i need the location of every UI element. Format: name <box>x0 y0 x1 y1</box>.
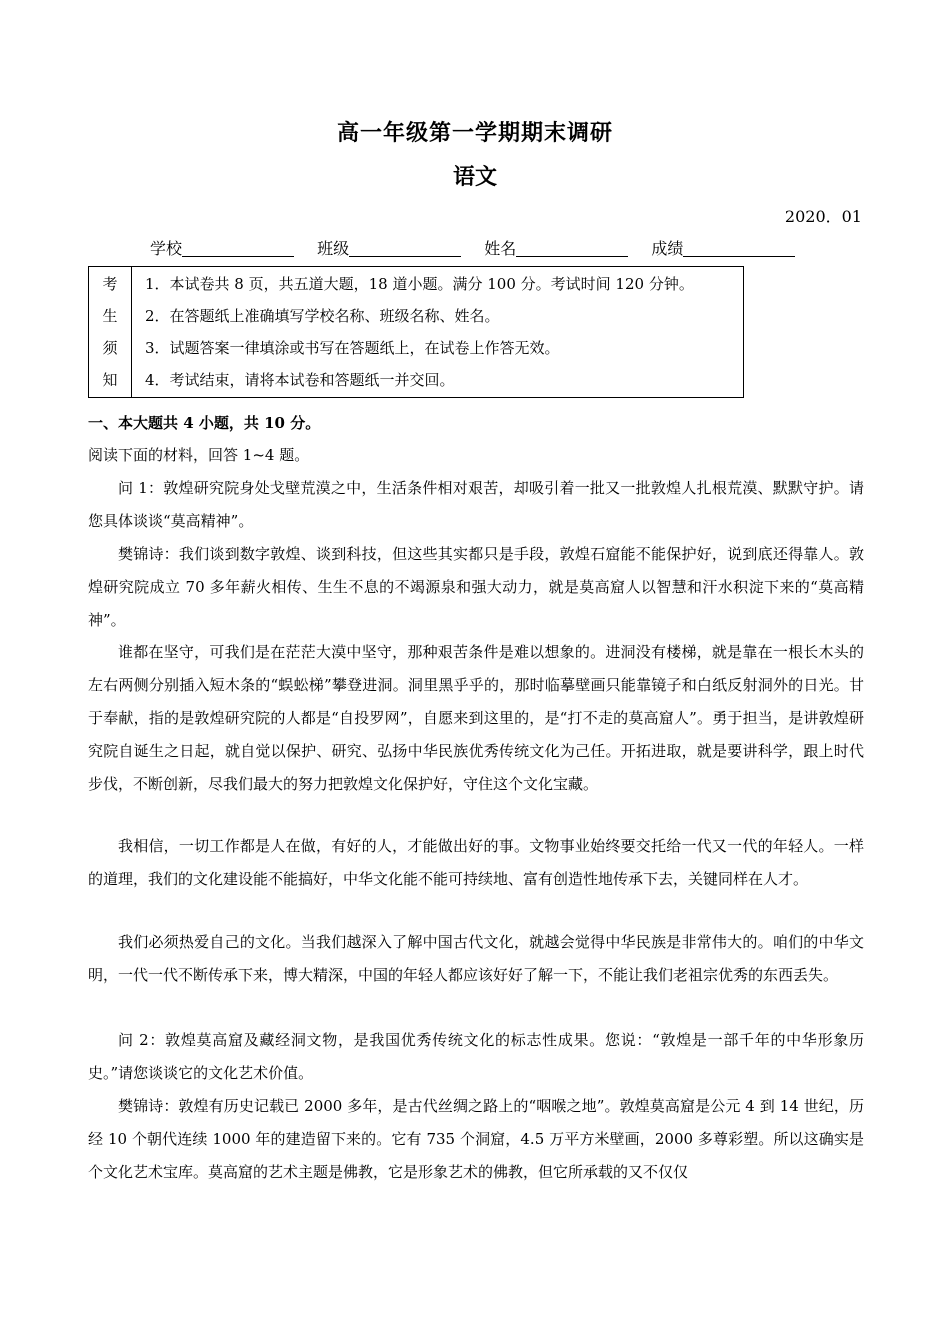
school-label: 学校 <box>150 239 183 258</box>
notice-item: 2．在答题纸上准确填写学校名称、班级名称、姓名。 <box>145 307 500 325</box>
class-field[interactable] <box>317 236 461 259</box>
passage-paragraph: 樊锦诗：我们谈到数字敦煌、谈到科技，但这些其实都只是手段，敦煌石窟能不能保护好，说到底还得靠人。敦煌研究院成立 70 多年薪火相传、生生不息的不竭源泉和强大动力，就是莫高窟人以智慧和汗水积淀下来的“莫高精神”。 <box>88 545 864 629</box>
passage-paragraph: 谁都在坚守，可我们是在茫茫大漠中坚守，那种艰苦条件是难以想象的。进洞没有楼梯，就是靠在一根长木头的左右两侧分别插入短木条的“蜈蚣梯”攀登进洞。洞里黑乎乎的，那时临摹壁画只能靠镜子和白纸反射洞外的日光。甘于奉献，指的是敦煌研究院的人都是“自投罗网”，自愿来到这里的，是“打不走的莫高窟人”。勇于担当，是讲敦煌研究院自诞生之日起，就自觉以保护、研究、弘扬中华民族优秀传统文化为己任。开拓进取，就是要讲科学，跟上时代步伐，不断创新，尽我们最大的努力把敦煌文化保护好，守住这个文化宝藏。 <box>88 643 864 793</box>
notice-side-char: 知 <box>102 371 118 389</box>
notice-side-char: 须 <box>102 339 118 357</box>
score-blank[interactable] <box>683 240 795 257</box>
passage-paragraph: 问 1：敦煌研究院身处戈壁荒漠之中，生活条件相对艰苦，却吸引着一批又一批敦煌人扎根荒漠、默默守护。请您具体谈谈“莫高精神”。 <box>88 479 864 530</box>
student-info-fields <box>150 236 813 259</box>
section-instruction: 阅读下面的材料，回答 1~4 题。 <box>88 446 310 464</box>
notice-item: 1．本试卷共 8 页，共五道大题，18 道小题。满分 100 分。考试时间 120 分钟。 <box>145 275 694 293</box>
notice-side-label <box>89 267 132 397</box>
passage-paragraph: 我相信，一切工作都是人在做，有好的人，才能做出好的事。文物事业始终要交托给一代又一代的年轻人。一样的道理，我们的文化建设能不能搞好，中华文化能不能可持续地、富有创造性地传承下去，关键同样在人才。 <box>88 837 864 888</box>
section-heading: 一、本大题共 4 小题，共 10 分。 <box>88 414 321 432</box>
school-blank[interactable] <box>182 240 294 257</box>
score-label: 成绩 <box>651 239 684 258</box>
notice-side-char: 生 <box>102 307 118 325</box>
class-blank[interactable] <box>349 240 461 257</box>
candidate-notice-box <box>88 266 744 398</box>
passage-paragraph: 问 2：敦煌莫高窟及藏经洞文物，是我国优秀传统文化的标志性成果。您说：“敦煌是一部千年的中华形象历史。”请您谈谈它的文化艺术价值。 <box>88 1031 864 1082</box>
exam-date: 2020．01 <box>784 207 862 226</box>
passage-paragraph: 樊锦诗：敦煌有历史记载已 2000 多年，是古代丝绸之路上的“咽喉之地”。敦煌莫高窟是公元 4 到 14 世纪，历经 10 个朝代连续 1000 年的建造留下来的。它有 735 个洞窟，4.5 万平方米壁画，2000 多尊彩塑。所以这确实是个文化艺术宝库。莫高窟的艺术主题是佛教，它是形象艺术的佛教，但它所承载的又不仅仅 <box>88 1097 864 1181</box>
notice-item: 3．试题答案一律填涂或书写在答题纸上，在试卷上作答无效。 <box>145 339 560 357</box>
class-label: 班级 <box>317 239 350 258</box>
passage-paragraph: 我们必须热爱自己的文化。当我们越深入了解中国古代文化，就越会觉得中华民族是非常伟大的。咱们的中华文明，一代一代不断传承下来，博大精深，中国的年轻人都应该好好了解一下，不能让我们老祖宗优秀的东西丢失。 <box>88 933 864 984</box>
school-field[interactable] <box>150 236 294 259</box>
name-field[interactable] <box>484 236 628 259</box>
notice-side-char: 考 <box>102 275 118 293</box>
name-label: 姓名 <box>484 239 517 258</box>
subject-title: 语文 <box>452 164 497 190</box>
score-field[interactable] <box>651 236 795 259</box>
notice-item: 4．考试结束，请将本试卷和答题纸一并交回。 <box>145 371 455 389</box>
exam-title: 高一年级第一学期期末调研 <box>336 120 613 146</box>
name-blank[interactable] <box>516 240 628 257</box>
